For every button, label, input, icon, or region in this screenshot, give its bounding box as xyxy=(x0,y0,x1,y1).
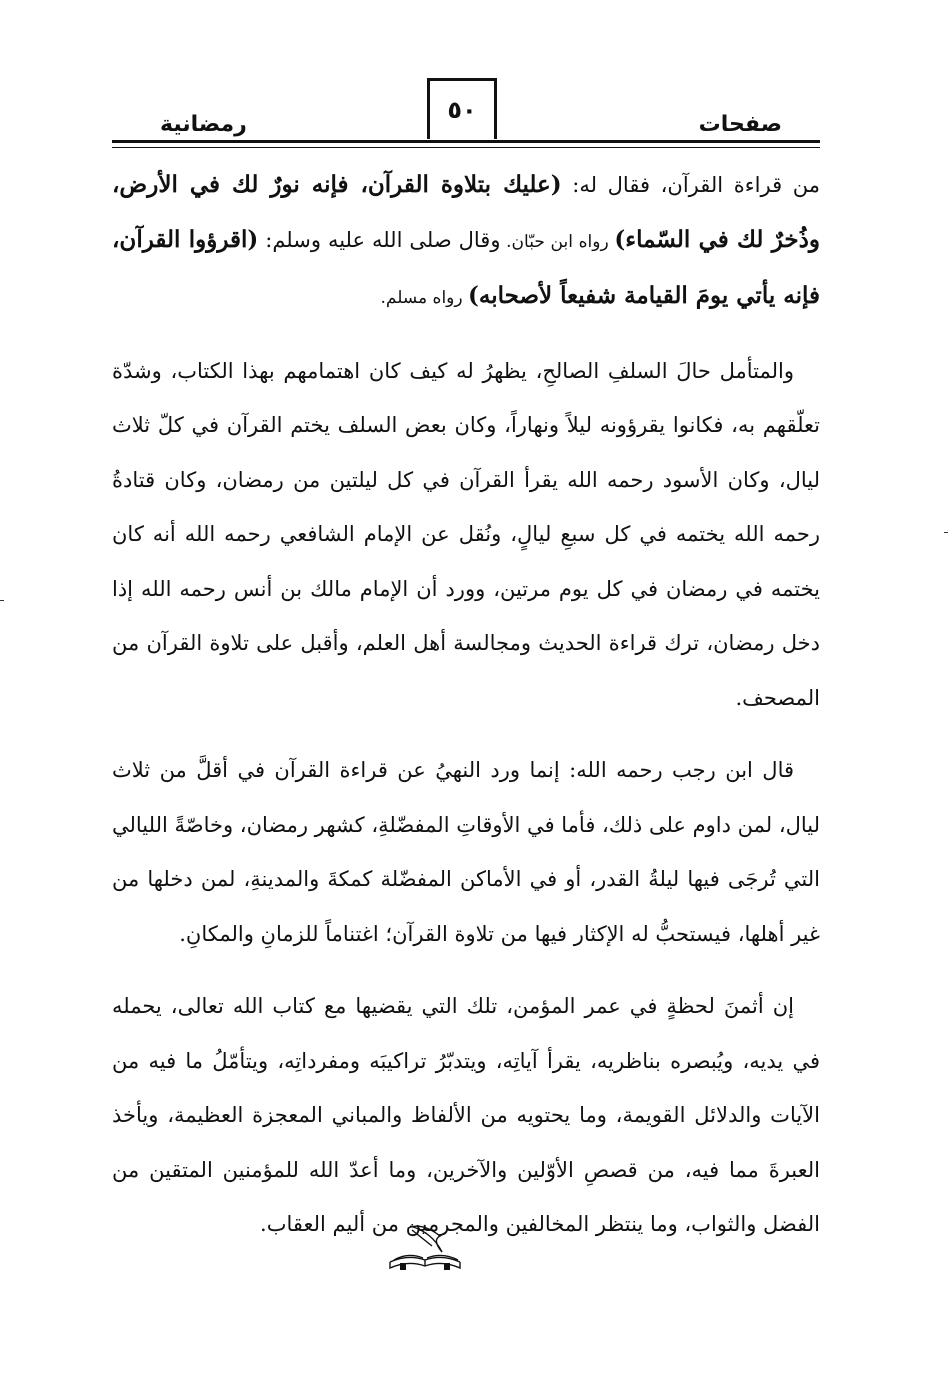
header-rule-thin xyxy=(112,147,820,148)
book-quill-ornament-icon xyxy=(370,1218,480,1274)
page-number: ٥٠ xyxy=(447,96,477,124)
p1-connector: وقال صلى الله عليه وسلم: xyxy=(258,227,501,252)
hadith-source-1: رواه ابن حبّان. xyxy=(500,231,615,252)
margin-mark-1 xyxy=(944,532,948,533)
p1-intro: من قراءة القرآن، فقال له: xyxy=(561,173,820,197)
hadith-source-2: رواه مسلم. xyxy=(380,288,469,308)
margin-mark-2 xyxy=(0,600,4,601)
paragraph-4: إن أثمنَ لحظةٍ في عمر المؤمن، تلك التي يقضيها مع كتاب الله تعالى، يحمله في يديه، ويُبصره بناظريه، يقرأ آياتِه، ويتدبّرُ تراكيبَه ومفرداتِه، ويتأمّلُ ما فيه من الآيات والدلائل القويمة، وما يحتويه من الألفاظ والمباني المعجزة العظيمة، ويأخذ العبرةَ مما فيه، من قصصِ الأوّلين والآخرين، وما أعدّ الله للمؤمنين المتقين من الفضل والثواب، وما ينتظر المخالفين والمجرمين من أليم العقاب. xyxy=(112,994,820,1236)
paragraph-2: والمتأمل حالَ السلفِ الصالحِ، يظهرُ له كيف كان اهتمامهم بهذا الكتاب، وشدّة تعلّقهم به، فكانوا يقرؤونه ليلاً ونهاراً، وكان بعض السلف يختم القرآن في كلّ ثلاث ليال، وكان الأسود رحمه الله يقرأ القرآن في كل ليلتين من رمضان، وكان قتادةُ رحمه الله يختمه في كل سبعِ ليالٍ، ونُقل عن الإمام الشافعي رحمه الله أنه كان يختمه في رمضان في كل يوم مرتين، وورد أن الإمام مالك بن أنس رحمه الله إذا دخل رمضان، ترك قراءة الحديث ومجالسة أهل العلم، وأقبل على تلاوة القرآن من المصحف. xyxy=(112,358,820,710)
paragraph-1 xyxy=(112,158,820,326)
header-rule-thick xyxy=(112,140,820,143)
paragraph-3: قال ابن رجب رحمه الله: إنما ورد النهيُ عن قراءة القرآن في أقلَّ من ثلاث ليال، لمن داوم على ذلك، فأما في الأوقاتِ المفضّلةِ، كشهر رمضان، وخاصّةً الليالي التي تُرجَى فيها ليلةُ القدر، أو في الأماكن المفضّلة كمكةَ والمدينةِ، لمن دخلها من غير أهلها، فيستحبُّ له الإكثار فيها من تلاوة القرآن؛ اغتناماً للزمانِ والمكانِ. xyxy=(112,758,820,946)
hadith-quote-1: (عليك بتلاوة القرآن، فإنه نورٌ لك في الأرض، وذُخرٌ لك في السّماء) xyxy=(112,171,820,253)
page-header xyxy=(112,78,820,140)
page-body xyxy=(112,158,820,1270)
page-number-box xyxy=(427,78,497,139)
book-title-right: صفحات xyxy=(698,112,782,137)
hadith-quote-2: (اقرؤوا القرآن، فإنه يأتي يومَ القيامة شفيعاً لأصحابه) xyxy=(112,225,820,309)
book-title-left: رمضانية xyxy=(160,112,247,137)
